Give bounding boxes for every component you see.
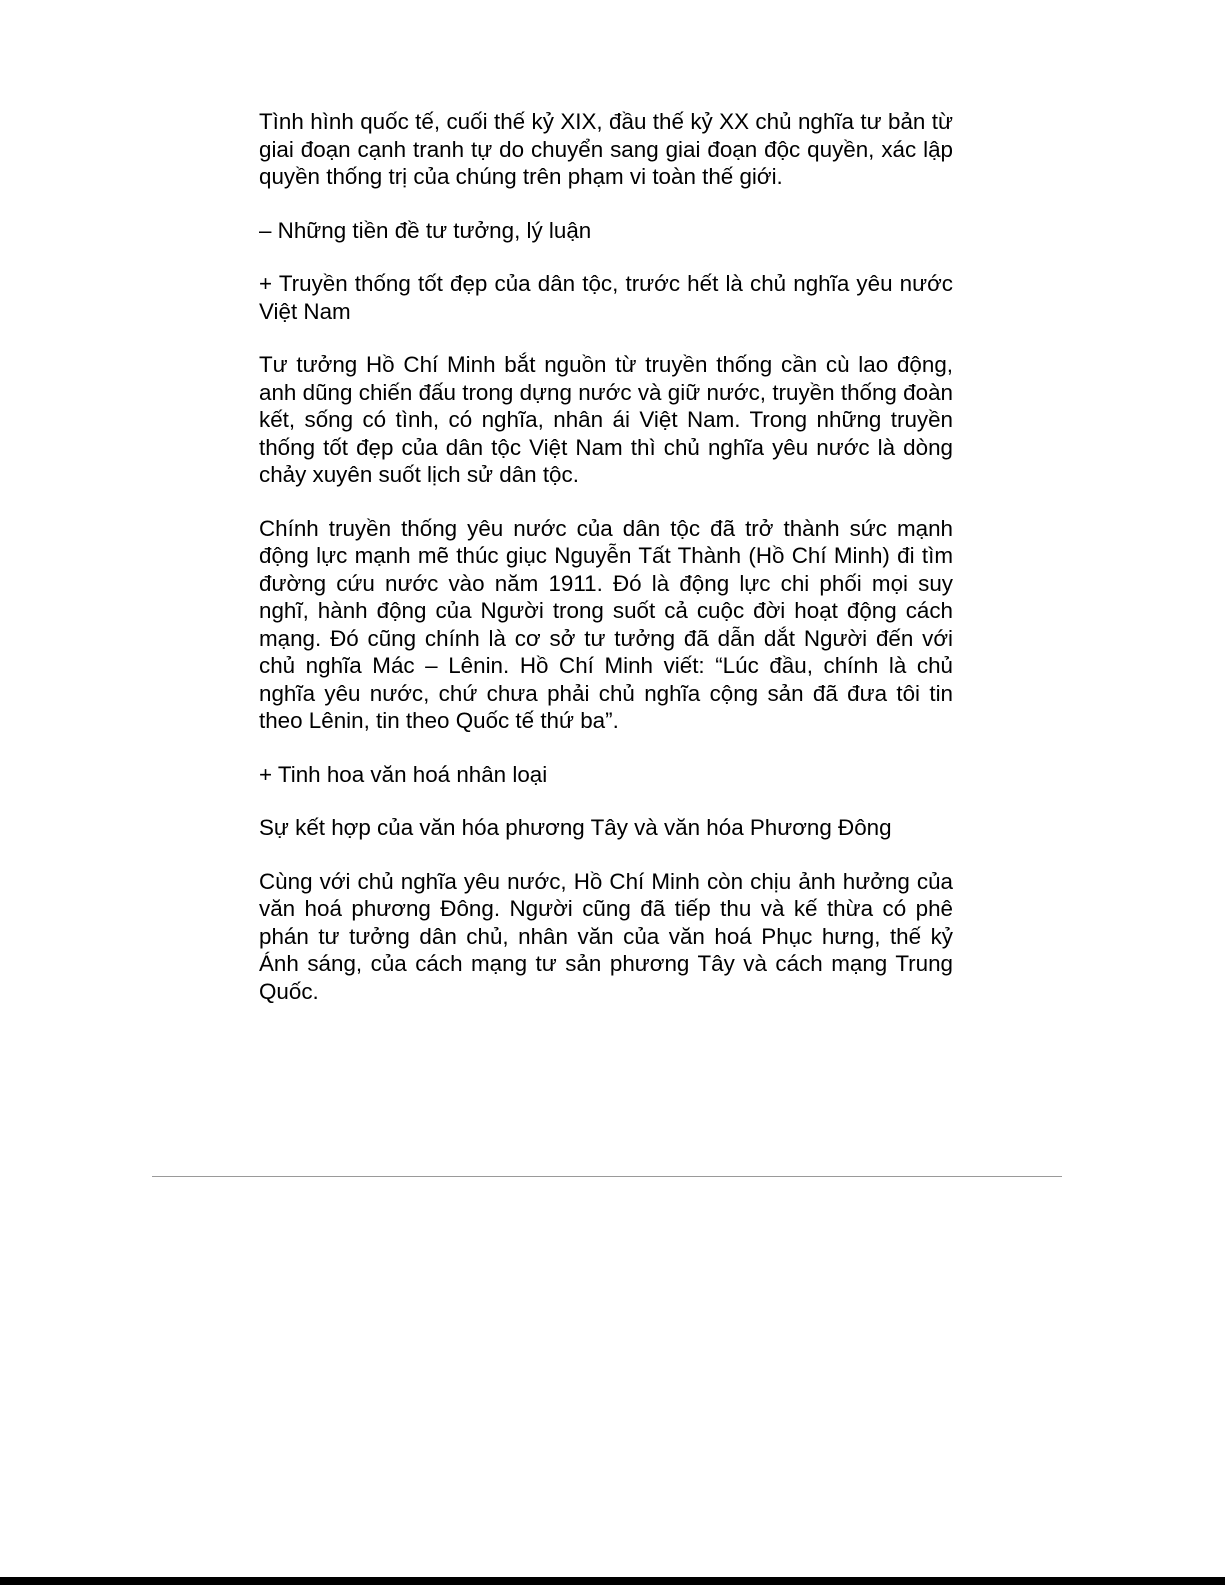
paragraph-eastern-culture-influence: Cùng với chủ nghĩa yêu nước, Hồ Chí Minh còn chịu ảnh hưởng của văn hoá phương Đông. Người cũng đã tiếp thu và kế thừa có phê phán tư tưởng dân chủ, nhân văn của văn hoá Phục hưng, thế kỷ Ánh sáng, của cách mạng tư sản phương Tây và cách mạng Trung Quốc. xyxy=(259,868,953,1004)
page-bottom-edge xyxy=(0,1577,1225,1585)
heading-ideological-premises: – Những tiền đề tư tưởng, lý luận xyxy=(259,217,592,243)
page-divider xyxy=(152,1176,1062,1177)
subheading-national-tradition: + Truyền thống tốt đẹp của dân tộc, trước hết là chủ nghĩa yêu nước Việt Nam xyxy=(259,271,953,324)
paragraph-patriotic-tradition: Chính truyền thống yêu nước của dân tộc đã trở thành sức mạnh động lực mạnh mẽ thúc giục Nguyễn Tất Thành (Hồ Chí Minh) đi tìm đường cứu nước vào năm 1911. Đó là động lực chi phối mọi suy nghĩ, hành động của Người trong suốt cả cuộc đời hoạt động cách mạng. Đó cũng chính là cơ sở tư tưởng đã dẫn dắt Người đến với chủ nghĩa Mác – Lênin. Hồ Chí Minh viết: “Lúc đầu, chính là chủ nghĩa yêu nước, chứ chưa phải chủ nghĩa cộng sản đã đưa tôi tin theo Lênin, tin theo Quốc tế thứ ba”. xyxy=(259,515,953,733)
paragraph-east-west-culture: Sự kết hợp của văn hóa phương Tây và văn hóa Phương Đông xyxy=(259,815,892,840)
subheading-human-culture: + Tinh hoa văn hoá nhân loại xyxy=(259,761,548,787)
paragraph-ho-chi-minh-origins: Tư tưởng Hồ Chí Minh bắt nguồn từ truyền thống cần cù lao động, anh dũng chiến đấu trong dựng nước và giữ nước, truyền thống đoàn kết, sống có tình, có nghĩa, nhân ái Việt Nam. Trong những truyền thống tốt đẹp của dân tộc Việt Nam thì chủ nghĩa yêu nước là dòng chảy xuyên suốt lịch sử dân tộc. xyxy=(259,352,953,487)
paragraph-international-situation: Tình hình quốc tế, cuối thế kỷ XIX, đầu thế kỷ XX chủ nghĩa tư bản từ giai đoạn cạnh tranh tự do chuyển sang giai đoạn độc quyền, xác lập quyền thống trị của chúng trên phạm vi toàn thế giới. xyxy=(259,109,953,189)
document-body xyxy=(259,108,953,1031)
